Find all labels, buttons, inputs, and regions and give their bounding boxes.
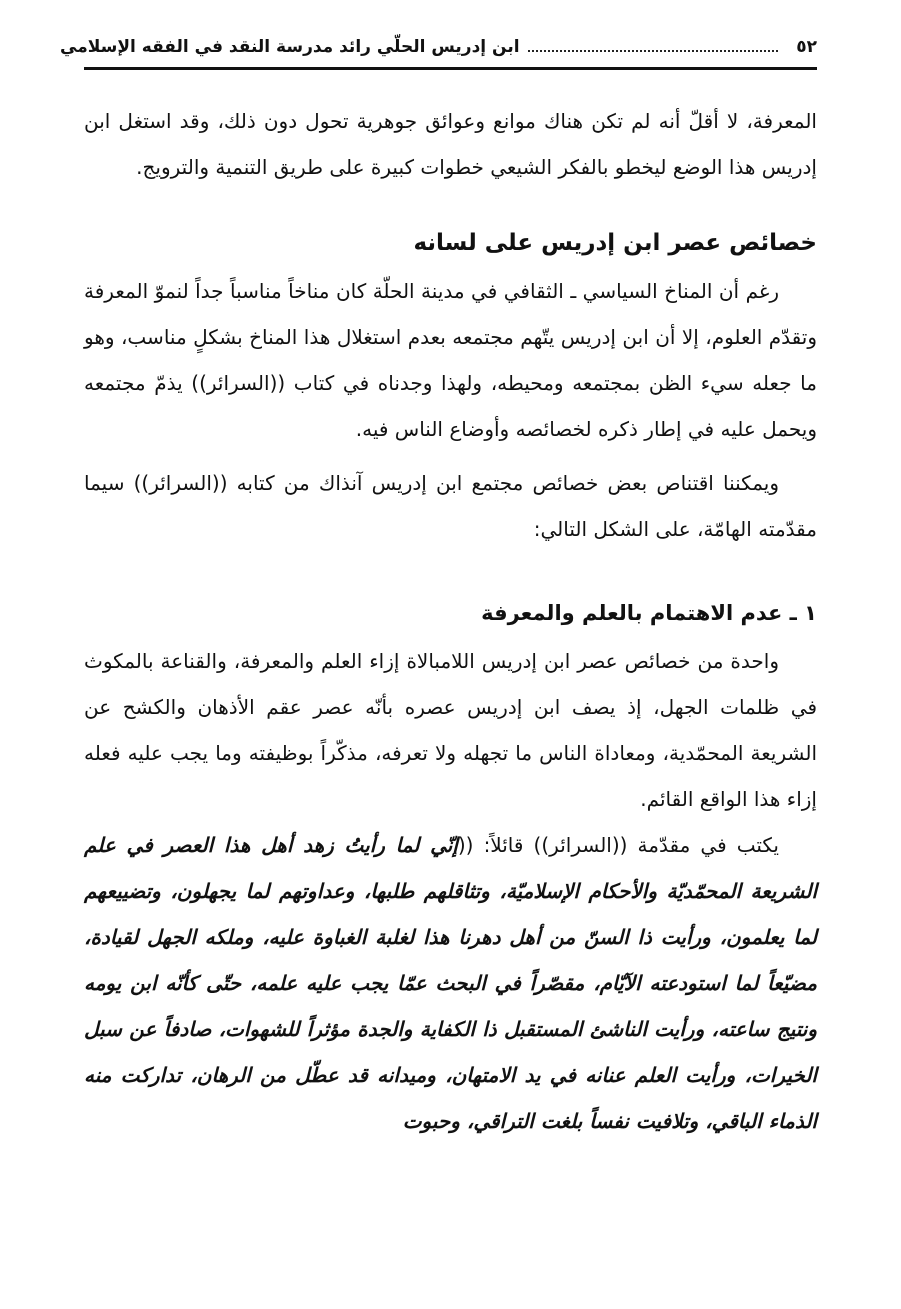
paragraph-climate: رغم أن المناخ السياسي ـ الثقافي في مدينة الحلّة كان مناخاً مناسباً جداً لنموّ المعرفة وتقدّم العلوم، إلا أن ابن إدريس يتّهم مجتمعه بعدم استغلال هذا المناخ بشكلٍ مناسب، وهو ما جعله سيء الظن بمجتمعه ومحيطه، ولهذا وجدناه في كتاب ((السرائر)) يذمّ مجتمعه ويحمل عليه في إطار ذكره لخصائصه وأوضاع الناس فيه. bbox=[84, 279, 817, 441]
running-header bbox=[60, 30, 817, 64]
sub-heading-1: ١ ـ عدم الاهتمام بالعلم والمعرفة bbox=[481, 601, 817, 625]
paragraph-continuation: المعرفة، لا أقلّ أنه لم تكن هناك موانع وعوائق جوهرية تحول دون ذلك، وقد استغل ابن إدريس هذا الوضع ليخطو بالفكر الشيعي خطوات كبيرة على طريق التنمية والترويج. bbox=[84, 109, 817, 179]
section-heading: خصائص عصر ابن إدريس على لسانه bbox=[413, 230, 817, 256]
quote-intro: يكتب في مقدّمة ((السرائر)) قائلاً: (( bbox=[457, 833, 780, 857]
paragraph-intro-features: ويمكننا اقتناص بعض خصائص مجتمع ابن إدريس آنذاك من كتابه ((السرائر)) سيما مقدّمته الهامّة، على الشكل التالي: bbox=[84, 471, 817, 541]
header-leader-dots bbox=[528, 50, 779, 52]
paragraph-quote bbox=[84, 822, 817, 1144]
header-rule bbox=[84, 67, 817, 70]
quote-text: إنّي لما رأيتُ زهد أهل هذا العصر في علم الشريعة المحمّديّة والأحكام الإسلاميّة، وتثاقلهم طلبها، وعداوتهم لما يجهلون، وتضييعهم لما يعلمون، ورأيت ذا السنّ من أهل دهرنا هذا لغلبة الغباوة عليه، وملكه الجهل لقيادة، مضيّعاً لما استودعته الآيّام، مقصّراً في البحث عمّا يجب عليه علمه، حتّى كأنّه ابن يومه ونتيج ساعته، ورأيت الناشئ المستقبل ذا الكفاية والجدة مؤثراً للشهوات، صادفاً عن سبل الخيرات، ورأيت العلم عنانه في يد الامتهان، وميدانه قد عطّل من الرهان، تداركت منه الذماء الباقي، وتلافيت نفساً بلغت التراقي، وحبوت bbox=[84, 833, 817, 1133]
paragraph-indifference: واحدة من خصائص عصر ابن إدريس اللامبالاة إزاء العلم والمعرفة، والقناعة بالمكوث في ظلمات الجهل، إذ يصف ابن إدريس عصره بأنّه عصر عقم الأذهان والكشح عن الشريعة المحمّدية، ومعاداة الناس ما تجهله ولا تعرفه، مذكّراً بوظيفته وما يجب عليه فعله إزاء هذا الواقع القائم. bbox=[84, 649, 817, 811]
running-title: ابن إدريس الحلّي رائد مدرسة النقد في الفقه الإسلامي bbox=[60, 37, 520, 57]
page-number: ٥٢ bbox=[796, 37, 817, 57]
page-body bbox=[84, 98, 817, 1144]
